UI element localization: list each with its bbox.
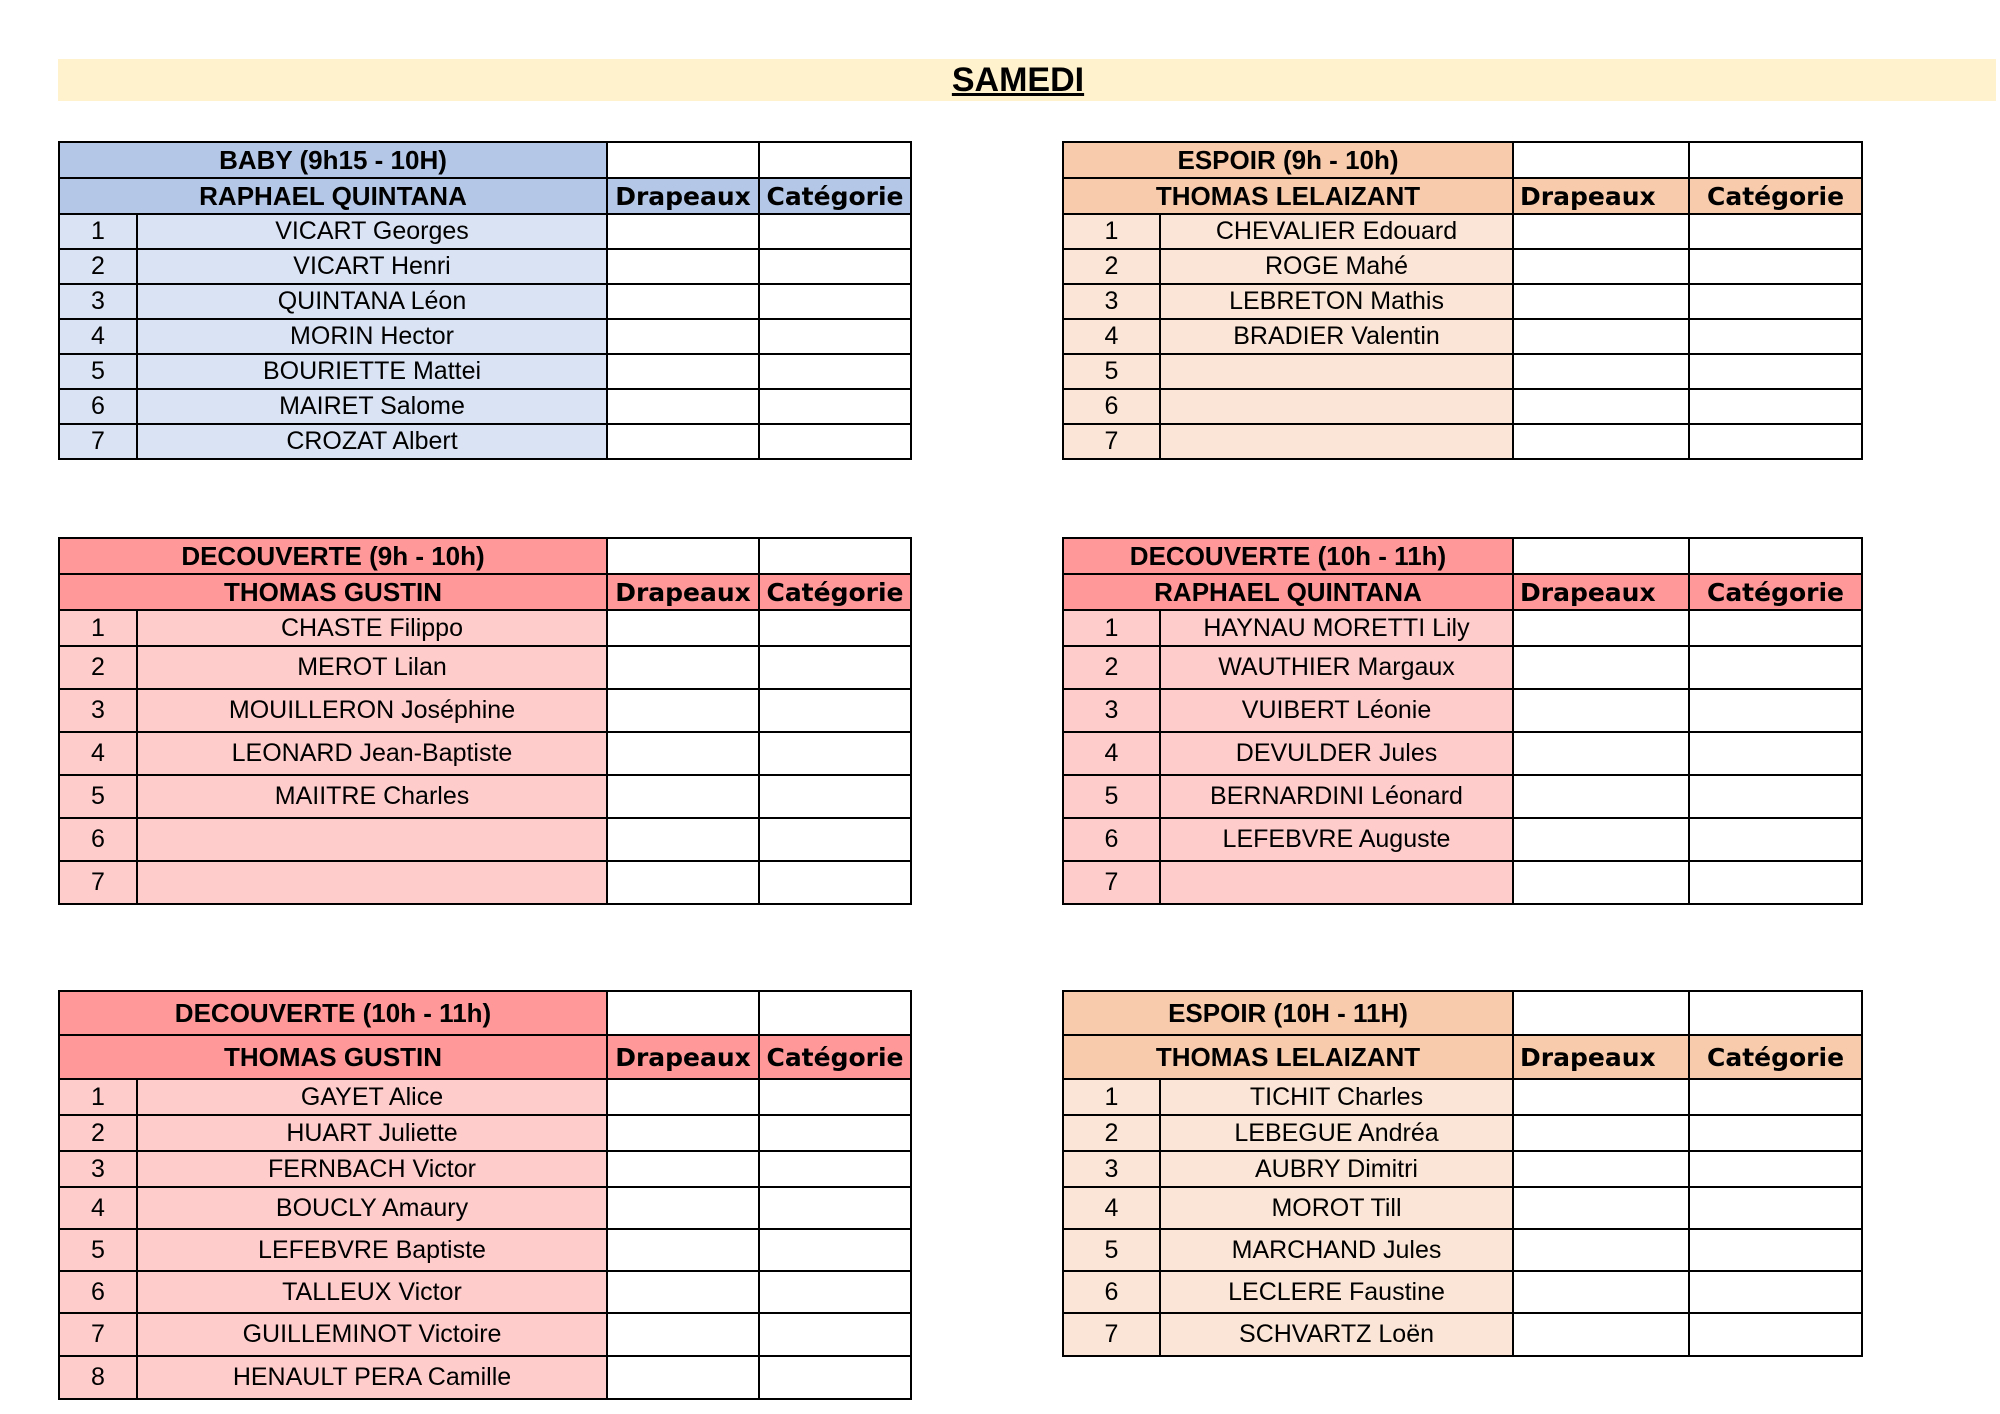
flags-cell [1513, 424, 1689, 459]
category-column-header: Catégorie [1689, 1035, 1862, 1079]
header-blank-cell [1689, 991, 1862, 1035]
group-title-row [1063, 991, 1862, 1035]
header-blank-cell [607, 538, 759, 574]
coach-name: RAPHAEL QUINTANA [1063, 574, 1513, 610]
category-cell [759, 354, 911, 389]
flags-cell [607, 319, 759, 354]
header-blank-cell [607, 991, 759, 1035]
category-cell [759, 689, 911, 732]
participant-row [1063, 1079, 1862, 1115]
participant-name: VUIBERT Léonie [1160, 689, 1513, 732]
category-cell [1689, 861, 1862, 904]
participant-name [1160, 354, 1513, 389]
participant-name: AUBRY Dimitri [1160, 1151, 1513, 1187]
flags-cell [1513, 249, 1689, 284]
flags-cell [607, 284, 759, 319]
participant-row [59, 1115, 911, 1151]
flags-column-header: Drapeaux [607, 178, 759, 214]
flags-column-header: Drapeaux [1513, 1035, 1689, 1079]
category-cell [759, 214, 911, 249]
header-blank-cell [1513, 142, 1689, 178]
participant-row [1063, 1229, 1862, 1271]
category-cell [1689, 1187, 1862, 1229]
group-table [58, 537, 912, 905]
row-number: 3 [59, 284, 137, 319]
participant-row [59, 1271, 911, 1313]
flags-cell [607, 775, 759, 818]
row-number: 6 [1063, 818, 1160, 861]
row-number: 7 [59, 1313, 137, 1356]
group-title: DECOUVERTE (10h - 11h) [1063, 538, 1513, 574]
participant-name: TICHIT Charles [1160, 1079, 1513, 1115]
participant-name: MOUILLERON Joséphine [137, 689, 607, 732]
category-column-header: Catégorie [759, 1035, 911, 1079]
participant-row [1063, 249, 1862, 284]
flags-cell [1513, 1187, 1689, 1229]
participant-row [59, 1187, 911, 1229]
participant-row [59, 319, 911, 354]
group-title-row [59, 991, 911, 1035]
row-number: 2 [59, 646, 137, 689]
category-cell [1689, 610, 1862, 646]
group-table [58, 141, 912, 460]
category-cell [1689, 1229, 1862, 1271]
row-number: 2 [59, 249, 137, 284]
flags-cell [607, 1187, 759, 1229]
category-cell [759, 284, 911, 319]
participant-row [59, 689, 911, 732]
group-coach-row [59, 178, 911, 214]
participant-name: WAUTHIER Margaux [1160, 646, 1513, 689]
participant-name: CROZAT Albert [137, 424, 607, 459]
category-cell [759, 818, 911, 861]
group-title-row [1063, 142, 1862, 178]
participant-row [1063, 354, 1862, 389]
header-blank-cell [1513, 991, 1689, 1035]
participant-row [59, 1229, 911, 1271]
row-number: 4 [1063, 1187, 1160, 1229]
category-cell [759, 646, 911, 689]
participant-row [59, 1313, 911, 1356]
category-column-header: Catégorie [759, 178, 911, 214]
row-number: 6 [1063, 1271, 1160, 1313]
group-coach-row [59, 574, 911, 610]
flags-cell [1513, 818, 1689, 861]
participant-name: HAYNAU MORETTI Lily [1160, 610, 1513, 646]
row-number: 2 [1063, 646, 1160, 689]
participant-name [137, 861, 607, 904]
header-blank-cell [759, 142, 911, 178]
participant-name: LEBRETON Mathis [1160, 284, 1513, 319]
flags-cell [1513, 389, 1689, 424]
row-number: 4 [59, 1187, 137, 1229]
category-cell [1689, 818, 1862, 861]
group-table [1062, 141, 1863, 460]
flags-cell [607, 354, 759, 389]
row-number: 3 [59, 1151, 137, 1187]
participant-name: GAYET Alice [137, 1079, 607, 1115]
row-number: 8 [59, 1356, 137, 1399]
flags-cell [1513, 354, 1689, 389]
category-cell [1689, 775, 1862, 818]
category-cell [1689, 646, 1862, 689]
participant-row [1063, 1151, 1862, 1187]
category-column-header: Catégorie [1689, 178, 1862, 214]
coach-name: THOMAS LELAIZANT [1063, 178, 1513, 214]
participant-name [1160, 861, 1513, 904]
participant-name: HENAULT PERA Camille [137, 1356, 607, 1399]
group-title: BABY (9h15 - 10H) [59, 142, 607, 178]
group-coach-row [59, 1035, 911, 1079]
group-table [58, 990, 912, 1400]
category-cell [759, 1313, 911, 1356]
row-number: 2 [59, 1115, 137, 1151]
participant-row [59, 214, 911, 249]
flags-cell [607, 610, 759, 646]
flags-cell [1513, 1229, 1689, 1271]
group-title: ESPOIR (10H - 11H) [1063, 991, 1513, 1035]
row-number: 7 [59, 861, 137, 904]
participant-row [59, 861, 911, 904]
flags-column-header: Drapeaux [1513, 574, 1689, 610]
category-cell [1689, 732, 1862, 775]
participant-name: FERNBACH Victor [137, 1151, 607, 1187]
participant-name: ROGE Mahé [1160, 249, 1513, 284]
participant-row [1063, 818, 1862, 861]
category-cell [1689, 214, 1862, 249]
flags-cell [1513, 1271, 1689, 1313]
row-number: 4 [1063, 732, 1160, 775]
participant-row [1063, 861, 1862, 904]
category-cell [1689, 1115, 1862, 1151]
category-cell [759, 1229, 911, 1271]
participant-name: LEFEBVRE Auguste [1160, 818, 1513, 861]
participant-row [1063, 284, 1862, 319]
flags-column-header: Drapeaux [1513, 178, 1689, 214]
participant-name: DEVULDER Jules [1160, 732, 1513, 775]
participant-name: LEONARD Jean-Baptiste [137, 732, 607, 775]
flags-cell [1513, 319, 1689, 354]
row-number: 3 [1063, 689, 1160, 732]
flags-column-header: Drapeaux [607, 574, 759, 610]
category-cell [759, 249, 911, 284]
row-number: 7 [1063, 424, 1160, 459]
category-cell [759, 1079, 911, 1115]
day-banner [58, 59, 1996, 101]
participant-name: QUINTANA Léon [137, 284, 607, 319]
row-number: 1 [59, 214, 137, 249]
row-number: 1 [1063, 1079, 1160, 1115]
header-blank-cell [1689, 538, 1862, 574]
row-number: 4 [59, 732, 137, 775]
participant-name: MARCHAND Jules [1160, 1229, 1513, 1271]
row-number: 5 [59, 775, 137, 818]
participant-row [1063, 319, 1862, 354]
category-cell [759, 861, 911, 904]
flags-cell [607, 1313, 759, 1356]
participant-row [59, 389, 911, 424]
row-number: 4 [1063, 319, 1160, 354]
row-number: 6 [1063, 389, 1160, 424]
flags-cell [607, 732, 759, 775]
participant-row [1063, 1115, 1862, 1151]
row-number: 1 [59, 610, 137, 646]
participant-row [1063, 389, 1862, 424]
row-number: 1 [1063, 214, 1160, 249]
row-number: 3 [59, 689, 137, 732]
flags-cell [607, 389, 759, 424]
flags-cell [1513, 1151, 1689, 1187]
flags-column-header: Drapeaux [607, 1035, 759, 1079]
row-number: 5 [1063, 775, 1160, 818]
participant-row [59, 1151, 911, 1187]
flags-cell [607, 424, 759, 459]
flags-cell [1513, 214, 1689, 249]
participant-name: MOROT Till [1160, 1187, 1513, 1229]
participant-row [59, 732, 911, 775]
flags-cell [607, 1356, 759, 1399]
participant-name: BRADIER Valentin [1160, 319, 1513, 354]
flags-cell [607, 1115, 759, 1151]
row-number: 3 [1063, 1151, 1160, 1187]
row-number: 2 [1063, 1115, 1160, 1151]
flags-cell [1513, 1079, 1689, 1115]
flags-cell [607, 646, 759, 689]
participant-row [59, 249, 911, 284]
coach-name: THOMAS GUSTIN [59, 574, 607, 610]
category-cell [1689, 1271, 1862, 1313]
group-title: ESPOIR (9h - 10h) [1063, 142, 1513, 178]
row-number: 7 [1063, 1313, 1160, 1356]
group-title: DECOUVERTE (10h - 11h) [59, 991, 607, 1035]
header-blank-cell [759, 538, 911, 574]
participant-row [59, 775, 911, 818]
participant-name: MORIN Hector [137, 319, 607, 354]
group-coach-row [1063, 574, 1862, 610]
participant-row [59, 1079, 911, 1115]
participant-name: CHASTE Filippo [137, 610, 607, 646]
participant-name: MAIRET Salome [137, 389, 607, 424]
flags-cell [607, 249, 759, 284]
group-table [1062, 537, 1863, 905]
flags-cell [1513, 732, 1689, 775]
participant-name: LEFEBVRE Baptiste [137, 1229, 607, 1271]
category-cell [759, 424, 911, 459]
row-number: 5 [59, 1229, 137, 1271]
group-coach-row [1063, 1035, 1862, 1079]
participant-name: LEBEGUE Andréa [1160, 1115, 1513, 1151]
participant-name: BOUCLY Amaury [137, 1187, 607, 1229]
participant-name: TALLEUX Victor [137, 1271, 607, 1313]
participant-name: MAIITRE Charles [137, 775, 607, 818]
participant-name [1160, 424, 1513, 459]
participant-row [1063, 1187, 1862, 1229]
category-cell [1689, 1313, 1862, 1356]
row-number: 6 [59, 1271, 137, 1313]
row-number: 7 [59, 424, 137, 459]
flags-cell [607, 1151, 759, 1187]
row-number: 1 [1063, 610, 1160, 646]
row-number: 5 [59, 354, 137, 389]
coach-name: THOMAS GUSTIN [59, 1035, 607, 1079]
category-cell [1689, 1079, 1862, 1115]
category-cell [759, 1271, 911, 1313]
category-cell [759, 732, 911, 775]
category-cell [759, 1187, 911, 1229]
category-cell [1689, 1151, 1862, 1187]
participant-row [1063, 214, 1862, 249]
category-cell [759, 1356, 911, 1399]
participant-row [1063, 689, 1862, 732]
page-title: SAMEDI [951, 61, 1085, 99]
group-table [1062, 990, 1863, 1357]
group-title-row [59, 142, 911, 178]
flags-cell [1513, 861, 1689, 904]
row-number: 4 [59, 319, 137, 354]
category-cell [1689, 689, 1862, 732]
coach-name: RAPHAEL QUINTANA [59, 178, 607, 214]
category-cell [1689, 424, 1862, 459]
flags-cell [607, 689, 759, 732]
participant-row [59, 1356, 911, 1399]
participant-name: CHEVALIER Edouard [1160, 214, 1513, 249]
category-cell [759, 389, 911, 424]
participant-name [1160, 389, 1513, 424]
header-blank-cell [1513, 538, 1689, 574]
participant-row [59, 354, 911, 389]
header-blank-cell [607, 142, 759, 178]
category-cell [759, 610, 911, 646]
group-title: DECOUVERTE (9h - 10h) [59, 538, 607, 574]
participant-name: VICART Henri [137, 249, 607, 284]
flags-cell [1513, 284, 1689, 319]
row-number: 1 [59, 1079, 137, 1115]
flags-cell [1513, 689, 1689, 732]
flags-cell [607, 214, 759, 249]
category-cell [1689, 354, 1862, 389]
participant-name: VICART Georges [137, 214, 607, 249]
flags-cell [607, 1079, 759, 1115]
category-cell [759, 1115, 911, 1151]
row-number: 5 [1063, 1229, 1160, 1271]
participant-row [1063, 775, 1862, 818]
row-number: 7 [1063, 861, 1160, 904]
participant-row [1063, 610, 1862, 646]
flags-cell [1513, 610, 1689, 646]
row-number: 6 [59, 389, 137, 424]
category-cell [759, 1151, 911, 1187]
participant-name: BERNARDINI Léonard [1160, 775, 1513, 818]
participant-row [59, 284, 911, 319]
participant-name: MEROT Lilan [137, 646, 607, 689]
flags-cell [1513, 775, 1689, 818]
header-blank-cell [759, 991, 911, 1035]
participant-name: GUILLEMINOT Victoire [137, 1313, 607, 1356]
category-cell [1689, 319, 1862, 354]
row-number: 2 [1063, 249, 1160, 284]
participant-row [59, 818, 911, 861]
participant-row [1063, 646, 1862, 689]
participant-name: HUART Juliette [137, 1115, 607, 1151]
category-cell [1689, 389, 1862, 424]
flags-cell [1513, 646, 1689, 689]
group-title-row [1063, 538, 1862, 574]
flags-cell [607, 1229, 759, 1271]
participant-row [59, 610, 911, 646]
flags-cell [607, 861, 759, 904]
row-number: 5 [1063, 354, 1160, 389]
category-cell [1689, 249, 1862, 284]
category-cell [1689, 284, 1862, 319]
category-cell [759, 319, 911, 354]
group-coach-row [1063, 178, 1862, 214]
participant-row [59, 424, 911, 459]
participant-name: LECLERE Faustine [1160, 1271, 1513, 1313]
header-blank-cell [1689, 142, 1862, 178]
participant-name: BOURIETTE Mattei [137, 354, 607, 389]
coach-name: THOMAS LELAIZANT [1063, 1035, 1513, 1079]
participant-name [137, 818, 607, 861]
category-column-header: Catégorie [759, 574, 911, 610]
participant-name: SCHVARTZ Loën [1160, 1313, 1513, 1356]
flags-cell [607, 1271, 759, 1313]
participant-row [1063, 1271, 1862, 1313]
category-column-header: Catégorie [1689, 574, 1862, 610]
group-title-row [59, 538, 911, 574]
flags-cell [1513, 1115, 1689, 1151]
row-number: 3 [1063, 284, 1160, 319]
row-number: 6 [59, 818, 137, 861]
flags-cell [1513, 1313, 1689, 1356]
category-cell [759, 775, 911, 818]
flags-cell [607, 818, 759, 861]
participant-row [59, 646, 911, 689]
participant-row [1063, 424, 1862, 459]
participant-row [1063, 1313, 1862, 1356]
participant-row [1063, 732, 1862, 775]
